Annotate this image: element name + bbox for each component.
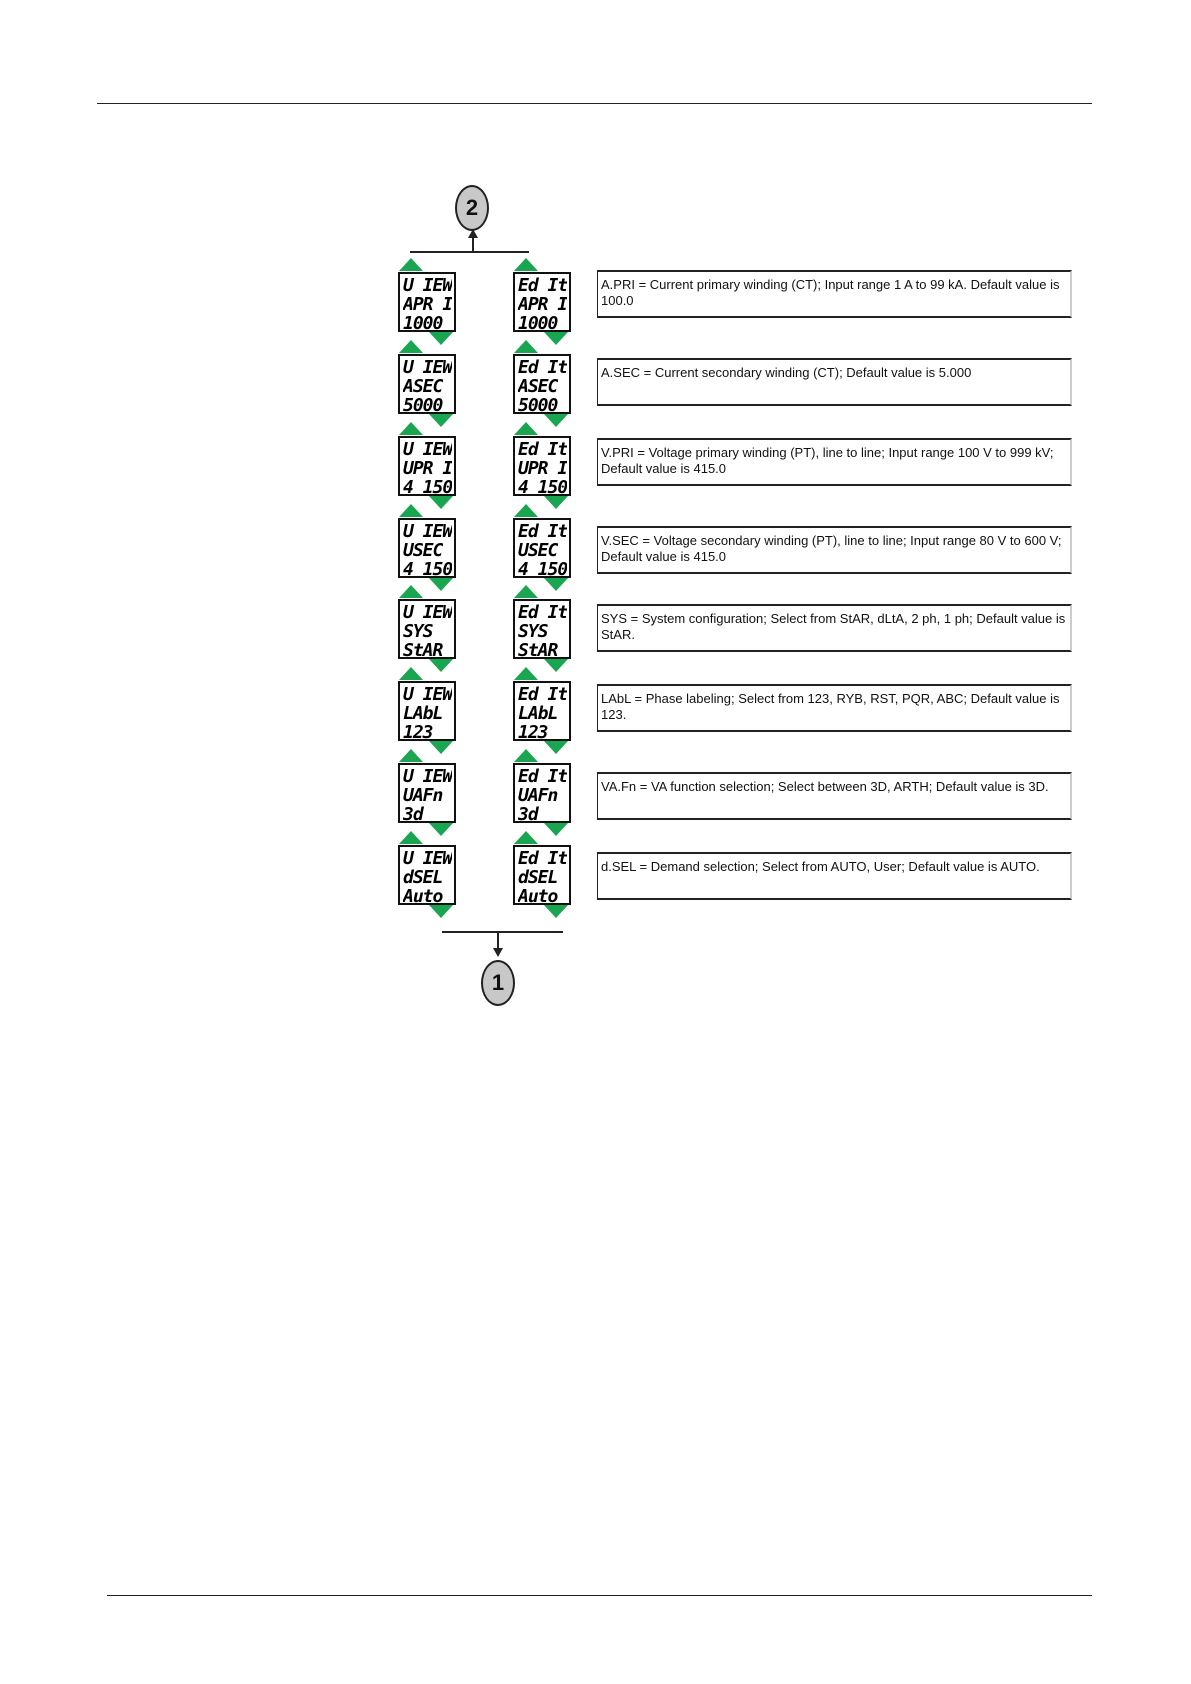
- edit-lcd-row: 123: [518, 722, 548, 741]
- view-lcd-display: [398, 681, 456, 741]
- edit-down-arrow-icon[interactable]: [544, 741, 568, 754]
- view-lcd-display: [398, 518, 456, 578]
- edit-lcd-row: SYS: [518, 621, 548, 640]
- edit-lcd-row: ASEC: [518, 376, 558, 395]
- edit-lcd-row: StAR: [518, 640, 558, 659]
- view-up-arrow-icon[interactable]: [399, 504, 423, 517]
- parameter-description-box: SYS = System configuration; Select from StAR, dLtA, 2 ph, 1 ph; Default value is StAR.: [597, 604, 1072, 652]
- edit-down-arrow-icon[interactable]: [544, 332, 568, 345]
- edit-down-arrow-icon[interactable]: [544, 905, 568, 918]
- edit-lcd-row: UPR I: [518, 458, 567, 477]
- edit-lcd-row: Ed It: [518, 521, 567, 540]
- view-down-arrow-icon[interactable]: [429, 659, 453, 672]
- view-lcd-row: LAbL: [403, 703, 443, 722]
- view-lcd-row: USEC: [403, 540, 443, 559]
- view-down-arrow-icon[interactable]: [429, 741, 453, 754]
- footer-rule: [107, 1595, 1092, 1596]
- edit-lcd-row: LAbL: [518, 703, 558, 722]
- edit-lcd-row: 3d: [518, 804, 538, 823]
- view-lcd-display: [398, 436, 456, 496]
- view-lcd-row: ASEC: [403, 376, 443, 395]
- view-lcd-row: U IEW: [403, 684, 452, 703]
- top-stem-line: [472, 236, 474, 252]
- edit-up-arrow-icon[interactable]: [514, 258, 538, 271]
- view-lcd-display: [398, 272, 456, 332]
- view-up-arrow-icon[interactable]: [399, 667, 423, 680]
- view-lcd-row: U IEW: [403, 357, 452, 376]
- view-down-arrow-icon[interactable]: [429, 905, 453, 918]
- edit-up-arrow-icon[interactable]: [514, 504, 538, 517]
- connector-node-2: 2: [455, 185, 489, 231]
- view-lcd-display: [398, 763, 456, 823]
- view-lcd-row: U IEW: [403, 766, 452, 785]
- view-down-arrow-icon[interactable]: [429, 578, 453, 591]
- view-lcd-row: 4 150: [403, 559, 452, 578]
- edit-up-arrow-icon[interactable]: [514, 585, 538, 598]
- edit-lcd-row: 4 150: [518, 559, 567, 578]
- header-rule: [97, 103, 1092, 104]
- view-down-arrow-icon[interactable]: [429, 332, 453, 345]
- view-lcd-row: 123: [403, 722, 433, 741]
- view-lcd-row: UPR I: [403, 458, 452, 477]
- edit-lcd-display: [513, 518, 571, 578]
- connector-node-1: 1: [481, 960, 515, 1006]
- view-lcd-display: [398, 599, 456, 659]
- edit-lcd-row: UAFn: [518, 785, 558, 804]
- parameter-description-box: A.PRI = Current primary winding (CT); Input range 1 A to 99 kA. Default value is 100.0: [597, 270, 1072, 318]
- parameter-description-box: V.SEC = Voltage secondary winding (PT), line to line; Input range 80 V to 600 V; Default value is 415.0: [597, 526, 1072, 574]
- parameter-description-box: VA.Fn = VA function selection; Select between 3D, ARTH; Default value is 3D.: [597, 772, 1072, 820]
- edit-lcd-row: 1000: [518, 313, 558, 332]
- view-up-arrow-icon[interactable]: [399, 340, 423, 353]
- bottom-branch-line: [442, 931, 563, 933]
- edit-up-arrow-icon[interactable]: [514, 749, 538, 762]
- edit-lcd-display: [513, 681, 571, 741]
- edit-up-arrow-icon[interactable]: [514, 667, 538, 680]
- view-lcd-row: U IEW: [403, 521, 452, 540]
- edit-down-arrow-icon[interactable]: [544, 823, 568, 836]
- edit-lcd-row: APR I: [518, 294, 567, 313]
- edit-lcd-row: Ed It: [518, 766, 567, 785]
- parameter-description-box: V.PRI = Voltage primary winding (PT), line to line; Input range 100 V to 999 kV; Default value is 415.0: [597, 438, 1072, 486]
- edit-up-arrow-icon[interactable]: [514, 422, 538, 435]
- parameter-description-box: d.SEL = Demand selection; Select from AUTO, User; Default value is AUTO.: [597, 852, 1072, 900]
- arrowhead-down-icon: [493, 948, 503, 957]
- view-lcd-row: U IEW: [403, 275, 452, 294]
- view-up-arrow-icon[interactable]: [399, 749, 423, 762]
- edit-lcd-row: Ed It: [518, 275, 567, 294]
- view-lcd-row: SYS: [403, 621, 433, 640]
- edit-lcd-row: Auto: [518, 886, 558, 905]
- edit-down-arrow-icon[interactable]: [544, 414, 568, 427]
- view-lcd-row: U IEW: [403, 439, 452, 458]
- edit-lcd-row: Ed It: [518, 684, 567, 703]
- edit-lcd-row: USEC: [518, 540, 558, 559]
- view-lcd-row: U IEW: [403, 602, 452, 621]
- edit-lcd-row: 4 150: [518, 477, 567, 496]
- view-lcd-row: 4 150: [403, 477, 452, 496]
- edit-lcd-row: Ed It: [518, 357, 567, 376]
- edit-lcd-row: Ed It: [518, 848, 567, 867]
- view-up-arrow-icon[interactable]: [399, 258, 423, 271]
- view-lcd-row: UAFn: [403, 785, 443, 804]
- view-lcd-display: [398, 354, 456, 414]
- edit-up-arrow-icon[interactable]: [514, 831, 538, 844]
- edit-lcd-display: [513, 845, 571, 905]
- view-lcd-row: dSEL: [403, 867, 443, 886]
- view-up-arrow-icon[interactable]: [399, 422, 423, 435]
- view-down-arrow-icon[interactable]: [429, 823, 453, 836]
- view-up-arrow-icon[interactable]: [399, 585, 423, 598]
- view-lcd-row: StAR: [403, 640, 443, 659]
- edit-down-arrow-icon[interactable]: [544, 578, 568, 591]
- view-lcd-row: Auto: [403, 886, 443, 905]
- view-lcd-row: 3d: [403, 804, 423, 823]
- edit-lcd-display: [513, 599, 571, 659]
- arrowhead-up-icon: [468, 229, 478, 238]
- edit-lcd-display: [513, 436, 571, 496]
- view-lcd-row: 5000: [403, 395, 443, 414]
- edit-lcd-row: 5000: [518, 395, 558, 414]
- view-down-arrow-icon[interactable]: [429, 414, 453, 427]
- edit-lcd-row: dSEL: [518, 867, 558, 886]
- view-lcd-display: [398, 845, 456, 905]
- top-branch-line: [410, 251, 529, 253]
- edit-lcd-row: Ed It: [518, 439, 567, 458]
- edit-lcd-row: Ed It: [518, 602, 567, 621]
- view-lcd-row: 1000: [403, 313, 443, 332]
- edit-lcd-display: [513, 354, 571, 414]
- view-lcd-row: U IEW: [403, 848, 452, 867]
- edit-up-arrow-icon[interactable]: [514, 340, 538, 353]
- edit-down-arrow-icon[interactable]: [544, 659, 568, 672]
- view-lcd-row: APR I: [403, 294, 452, 313]
- view-down-arrow-icon[interactable]: [429, 496, 453, 509]
- parameter-description-box: LAbL = Phase labeling; Select from 123, RYB, RST, PQR, ABC; Default value is 123.: [597, 684, 1072, 732]
- view-up-arrow-icon[interactable]: [399, 831, 423, 844]
- edit-down-arrow-icon[interactable]: [544, 496, 568, 509]
- parameter-description-box: A.SEC = Current secondary winding (CT); Default value is 5.000: [597, 358, 1072, 406]
- edit-lcd-display: [513, 763, 571, 823]
- edit-lcd-display: [513, 272, 571, 332]
